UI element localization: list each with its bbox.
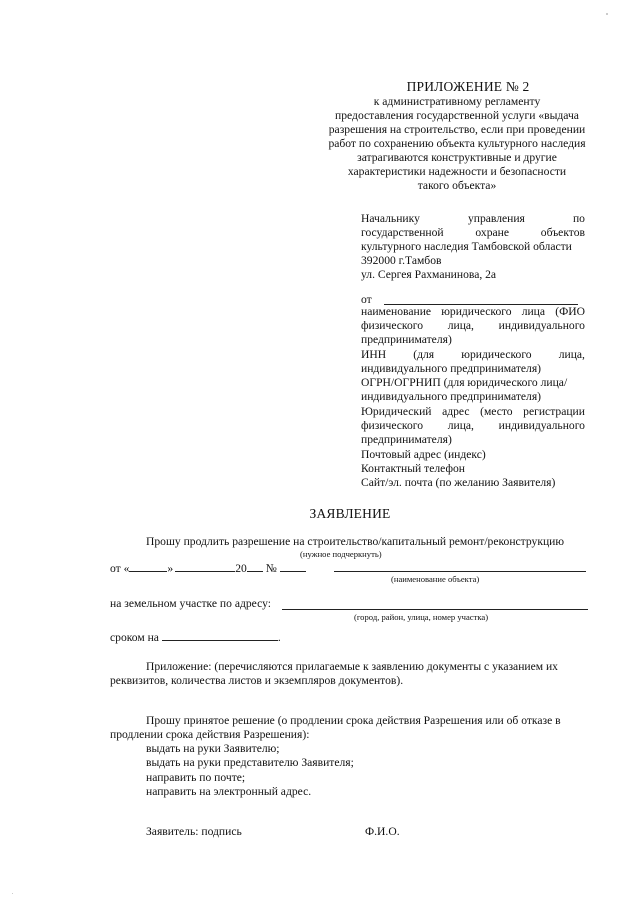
decision-line: Прошу принятое решение (о продлении срока действия Разрешения или об отказе в [146, 714, 561, 727]
date-month-field[interactable] [175, 560, 235, 572]
term-row: сроком на . [110, 631, 281, 644]
decision-line: продлении срока действия Разрешения): [110, 728, 310, 741]
statement-title: ЗАЯВЛЕНИЕ [309, 506, 391, 521]
request-hint: (нужное подчеркнуть) [300, 549, 382, 559]
appendix-line: разрешения на строительство, если при проведении [328, 123, 586, 136]
sender-line: Контактный телефон [361, 462, 465, 475]
sender-line: предпринимателя) [361, 333, 452, 346]
number-field[interactable] [280, 560, 306, 572]
signature-label: Заявитель: подпись [146, 825, 242, 838]
appendix-title: ПРИЛОЖЕНИЕ № 2 [406, 79, 530, 94]
date-day-field[interactable] [129, 560, 167, 572]
object-hint: (наименование объекта) [391, 574, 480, 584]
request-line: Прошу продлить разрешение на строительство/капитальный ремонт/реконструкцию [146, 535, 565, 548]
sender-line: Почтовый адрес (индекс) [361, 448, 486, 461]
delivery-option[interactable]: выдать на руки Заявителю; [146, 742, 280, 755]
addressee-line: государственной охране объектов [361, 226, 585, 239]
scan-speck [12, 893, 13, 894]
land-address-field[interactable] [282, 609, 588, 610]
addressee-line: культурного наследия Тамбовской области [361, 240, 572, 253]
date-row: от « » 20 № [110, 560, 306, 576]
sender-line: индивидуального предпринимателя) [361, 362, 542, 375]
sender-line: физического лица, индивидуального [361, 419, 585, 432]
appendix-line: предоставления государственной услуги «выдача [335, 109, 579, 122]
date-year-field[interactable] [247, 560, 263, 572]
delivery-option[interactable]: направить по почте; [146, 771, 246, 784]
appendix-line: такого объекта» [417, 179, 497, 192]
land-hint: (город, район, улица, номер участка) [354, 612, 489, 622]
scan-speck [606, 13, 608, 15]
fio-label: Ф.И.О. [365, 825, 400, 838]
appendix-line: работ по сохранению объекта культурного наследия [328, 137, 586, 150]
delivery-option[interactable]: выдать на руки представителю Заявителя; [146, 756, 354, 769]
sender-line: ОГРН/ОГРНИП (для юридического лица/ [361, 376, 568, 389]
term-field[interactable] [162, 629, 278, 641]
appendix-line: затрагиваются конструктивные и другие [357, 151, 557, 164]
land-label: на земельном участке по адресу: [110, 597, 271, 610]
sender-line: физического лица, индивидуального [361, 319, 585, 332]
appendix-line: характеристики надежности и безопасности [347, 165, 567, 178]
object-name-field[interactable] [334, 571, 586, 572]
addressee-line: Начальнику управления по [361, 212, 585, 225]
delivery-option[interactable]: направить на электронный адрес. [146, 785, 312, 798]
addressee-line: 392000 г.Тамбов [361, 254, 442, 267]
attachment-line: реквизитов, количества листов и экземпляров документов). [110, 674, 404, 687]
addressee-line: ул. Сергея Рахманинова, 2а [361, 268, 497, 281]
sender-line: Сайт/эл. почта (по желанию Заявителя) [361, 476, 556, 489]
sender-line: индивидуального предпринимателя) [361, 390, 542, 403]
sender-line: Юридический адрес (место регистрации [361, 405, 585, 418]
sender-line: предпринимателя) [361, 433, 452, 446]
sender-line: ИНН (для юридического лица, [361, 348, 585, 361]
appendix-line: к административному регламенту [373, 95, 541, 108]
sender-line: наименование юридического лица (ФИО [361, 305, 585, 318]
from-label: от [361, 293, 372, 306]
attachment-line: Приложение: (перечисляются прилагаемые к заявлению документы с указанием их [146, 660, 558, 673]
